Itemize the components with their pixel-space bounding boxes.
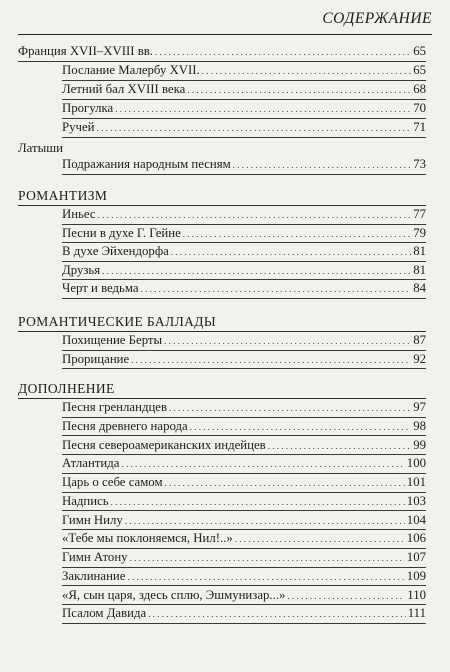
- dot-leader: [98, 210, 412, 220]
- entry-underline: [62, 567, 426, 568]
- entry-underline: [62, 454, 426, 455]
- entry-page-number: 68: [413, 82, 426, 96]
- entry-underline: [62, 279, 426, 280]
- dot-leader: [268, 441, 411, 451]
- entry-underline: [18, 61, 426, 62]
- entry-title: Песни в духе Г. Гейне: [62, 225, 181, 240]
- entry-page-number: 109: [406, 568, 426, 583]
- entry-title: Подражания народным песням: [62, 157, 231, 171]
- entry-page-number: 98: [413, 418, 426, 433]
- dot-leader: [148, 609, 406, 619]
- entry-title: «Тебе мы поклоняемся, Нил!..»: [62, 531, 233, 546]
- entry-underline: [62, 548, 426, 549]
- toc-entry: [62, 513, 426, 531]
- toc-entry: [62, 207, 426, 225]
- entry-underline: [62, 435, 426, 436]
- dot-leader: [155, 47, 411, 57]
- entry-page-number: 81: [413, 244, 426, 259]
- entry-underline: [62, 99, 426, 100]
- toc-entry: [62, 82, 426, 100]
- toc-entry: [62, 226, 426, 244]
- entry-underline: [62, 350, 426, 351]
- entry-page-number: 71: [413, 120, 426, 134]
- entry-underline: [62, 417, 426, 418]
- toc-entry: [62, 606, 426, 624]
- entry-title: Псалом Давида: [62, 606, 147, 621]
- entry-page-number: 77: [413, 207, 426, 221]
- entry-underline: [62, 174, 426, 175]
- entry-title: Прорицание: [62, 351, 130, 366]
- entry-page-number: 107: [406, 550, 426, 564]
- toc-entry: [62, 101, 426, 119]
- entry-underline: [62, 492, 426, 493]
- dot-leader: [190, 422, 412, 432]
- dot-leader: [121, 459, 404, 469]
- entry-title: Иньес: [62, 207, 96, 221]
- dot-leader: [164, 336, 411, 346]
- dot-leader: [187, 85, 411, 95]
- toc-entry: [62, 438, 426, 456]
- entry-page-number: 73: [413, 157, 426, 171]
- entry-title: Атлантида: [62, 456, 120, 471]
- toc-entry: [62, 419, 426, 437]
- entry-title: Песня древнего народа: [62, 418, 188, 433]
- entry-title: Надпись: [62, 493, 109, 508]
- dot-leader: [125, 516, 405, 526]
- entry-underline: [62, 224, 426, 225]
- entry-page-number: 70: [413, 101, 426, 115]
- toc-entry: [62, 244, 426, 262]
- entry-title: «Я, сын царя, здесь сплю, Эшмунизар...»: [62, 587, 286, 602]
- dot-leader: [171, 247, 411, 257]
- toc-entry: [62, 352, 426, 370]
- entry-title: Песня гренландцев: [62, 400, 168, 414]
- toc-entry: [62, 263, 426, 281]
- dot-leader: [102, 266, 411, 276]
- entry-title: Послание Малербу XVII.: [62, 63, 200, 77]
- entry-page-number: 84: [413, 281, 426, 296]
- entry-title: Летний бал XVIII века: [62, 82, 186, 96]
- entry-page-number: 100: [406, 456, 426, 471]
- entry-page-number: 81: [413, 262, 426, 277]
- entry-title: Песня североамериканских индейцев: [62, 437, 266, 452]
- toc-entry: Латыши: [18, 141, 63, 155]
- entry-title: Гимн Нилу: [62, 512, 123, 527]
- entry-page-number: 103: [406, 493, 426, 508]
- dot-leader: [287, 591, 405, 601]
- entry-page-number: 111: [407, 606, 426, 621]
- entry-underline: [62, 604, 426, 605]
- entry-underline: [62, 510, 426, 511]
- entry-page-number: 110: [407, 587, 426, 602]
- toc-entry: [62, 475, 426, 493]
- dot-leader: [233, 160, 411, 170]
- section-rule: [18, 205, 426, 206]
- entry-underline: [62, 368, 426, 369]
- section-heading: ДОПОЛНЕНИЕ: [18, 381, 115, 396]
- toc-entry: [62, 63, 426, 81]
- dot-leader: [127, 572, 404, 582]
- dot-leader: [165, 478, 405, 488]
- entry-underline: [62, 118, 426, 119]
- dot-leader: [183, 229, 411, 239]
- toc-entry: [62, 569, 426, 587]
- entry-underline: [62, 623, 426, 624]
- entry-page-number: 92: [413, 351, 426, 366]
- section-heading: РОМАНТИЗМ: [18, 188, 108, 203]
- dot-leader: [169, 403, 411, 413]
- running-head: СОДЕРЖАНИЕ: [322, 10, 432, 27]
- entry-title: Черт и ведьма: [62, 281, 139, 296]
- entry-page-number: 79: [413, 225, 426, 240]
- entry-title: Заклинание: [62, 568, 126, 583]
- dot-leader: [141, 284, 412, 294]
- entry-title: Друзья: [62, 262, 101, 277]
- dot-leader: [115, 104, 411, 114]
- entry-page-number: 101: [406, 475, 426, 489]
- entry-page-number: 65: [413, 44, 426, 58]
- dot-leader: [202, 66, 411, 76]
- toc-entry: [18, 44, 426, 62]
- toc-entry: [62, 494, 426, 512]
- toc-entry: [62, 120, 426, 138]
- entry-page-number: 106: [406, 531, 426, 546]
- entry-underline: [62, 137, 426, 138]
- entry-title: Ручей: [62, 120, 95, 134]
- toc-entry: [62, 333, 426, 351]
- dot-leader: [96, 123, 411, 133]
- entry-underline: [62, 242, 426, 243]
- toc-entry: [62, 588, 426, 606]
- entry-underline: [62, 529, 426, 530]
- entry-underline: [62, 298, 426, 299]
- section-heading: РОМАНТИЧЕСКИЕ БАЛЛАДЫ: [18, 314, 217, 329]
- entry-title: Гимн Атону: [62, 550, 128, 564]
- entry-underline: [62, 585, 426, 586]
- toc-entry: [62, 531, 426, 549]
- entry-page-number: 65: [413, 63, 426, 77]
- entry-page-number: 99: [413, 437, 426, 452]
- toc-entry: [62, 281, 426, 299]
- entry-underline: [62, 261, 426, 262]
- entry-title: Прогулка: [62, 101, 114, 115]
- dot-leader: [130, 553, 405, 563]
- toc-entry: [62, 400, 426, 418]
- toc-entry: [62, 456, 426, 474]
- entry-page-number: 104: [406, 512, 426, 527]
- dot-leader: [235, 534, 405, 544]
- header-rule: [18, 34, 432, 35]
- entry-page-number: 87: [413, 333, 426, 347]
- entry-title: В духе Эйхендорфа: [62, 244, 169, 259]
- entry-underline: [62, 473, 426, 474]
- section-rule: [18, 331, 426, 332]
- toc-entry: [62, 157, 426, 175]
- section-rule: [18, 398, 426, 399]
- entry-page-number: 97: [413, 400, 426, 414]
- toc-entry: [62, 550, 426, 568]
- entry-title: Франция XVII–XVIII вв.: [18, 44, 153, 58]
- entry-title: Царь о себе самом: [62, 475, 163, 489]
- dot-leader: [131, 355, 411, 365]
- entry-underline: [62, 80, 426, 81]
- dot-leader: [111, 497, 405, 507]
- entry-title: Похищение Берты: [62, 333, 163, 347]
